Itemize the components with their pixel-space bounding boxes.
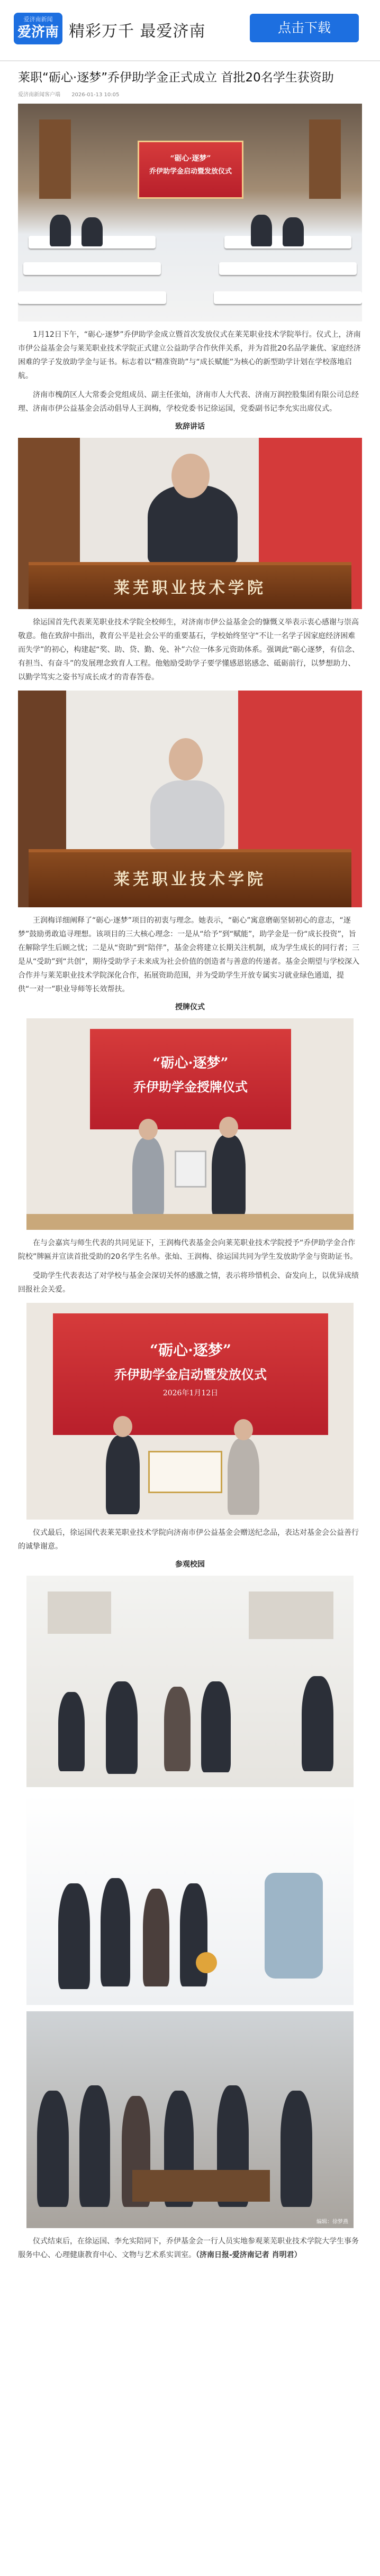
app-logo[interactable] <box>14 13 62 44</box>
person-right <box>212 1135 246 1217</box>
article <box>0 69 380 2262</box>
person-head <box>234 1419 253 1440</box>
chair-row <box>219 262 357 275</box>
lectern-sign: 莱芜职业技术学院 <box>114 579 266 597</box>
person-head <box>219 1117 238 1138</box>
attendee <box>82 217 103 246</box>
photo-campus-visit-3 <box>26 2011 354 2228</box>
chair-row <box>214 291 362 304</box>
visitor <box>79 2085 110 2207</box>
screen-title: “砺心·逐梦” <box>170 154 211 163</box>
article-title: 莱职“砺心·逐梦”乔伊助学金正式成立 首批20名学生获资助 <box>18 71 334 85</box>
screen-date: 2026年1月12日 <box>162 1389 219 1397</box>
reporter-credit: （济南日报-爱济南记者 肖明君） <box>196 2251 302 2259</box>
photo-certificate-handover <box>26 1303 354 1520</box>
paragraph: 在与会嘉宾与师生代表的共同见证下，王润梅代表基金会向莱芜职业技术学院授予“乔伊助学金合作院校”牌匾并宣读首批受助的20名学生名单。张灿、王润梅、徐运国共同为学生发放助学金与资助证书。 <box>18 1239 358 1261</box>
article-meta <box>18 90 362 97</box>
person-head <box>139 1119 158 1140</box>
visitor <box>58 1883 90 1989</box>
attendee <box>50 215 71 246</box>
section-heading: 授牌仪式 <box>175 1003 205 1011</box>
visitor <box>164 1687 191 1771</box>
photo-ceremony-hall <box>18 104 362 321</box>
screen-subtitle: 乔伊助学金授牌仪式 <box>133 1079 248 1094</box>
award-plaque <box>175 1151 206 1188</box>
chair-row <box>18 291 166 304</box>
paragraph: 1月12日下午，“砺心·逐梦”乔伊助学金成立暨首次发放仪式在莱芜职业技术学院举行。仪式上，济南市伊公益基金会与莱芜职业技术学院正式建立公益助学合作伙伴关系，并为首批20名品学兼优、家庭经济困难的学子发放助学金与证书。标志着以“精准资助”与“成长赋能”为核心的新型助学计划在学校落地启航。 <box>18 330 361 380</box>
visitor <box>58 1692 85 1771</box>
section-heading: 致辞讲话 <box>175 422 205 431</box>
certificate <box>148 1451 222 1493</box>
photo-watermark: 编辑：徐梦燕 <box>316 2219 348 2225</box>
app-slogan: 精彩万千 最爱济南 <box>69 22 206 41</box>
section-heading: 参观校园 <box>175 1560 205 1569</box>
photo-speaker-male <box>18 438 362 609</box>
stage-floor <box>26 1214 354 1230</box>
ceremony-screen <box>53 1313 328 1435</box>
paragraph: 徐运国首先代表莱芜职业技术学院全校师生，对济南市伊公益基金会的慷慨义举表示衷心感谢与崇高敬意。他在致辞中指出，教育公平是社会公平的重要基石，学校始终坚守“不让一名学子因家庭经济困难而失学”的初心，构建起“奖、助、贷、勤、免、补”六位一体多元资助体系。强调此“砺心逐梦，有信念、有担当、有奋斗”的发展理念致育人工程。他勉励受助学子要学懂感恩铭感念、砥砺前行，以梦想助力、以勤学笃实之姿书写成长成才的青春答卷。 <box>18 618 360 682</box>
wall-panel-right <box>309 119 341 199</box>
paragraph: 受助学生代表表达了对学校与基金会深切关怀的感激之情，表示将珍惜机会、奋发向上，以优异成绩回报社会关爱。 <box>18 1272 359 1294</box>
logo-subtitle: 爱济南新闻 <box>23 16 53 23</box>
speaker-figure <box>150 780 224 849</box>
article-source: 爱济南新闻客户端 <box>18 92 60 98</box>
person-head <box>113 1416 132 1437</box>
logo-text: 爱济南 <box>17 24 59 40</box>
visitor <box>106 1681 138 1774</box>
massage-chair <box>265 1873 323 1979</box>
wall-panel-left <box>39 119 71 199</box>
person-left <box>132 1137 164 1217</box>
paragraph-final <box>18 2234 362 2262</box>
visitor <box>302 1676 333 1771</box>
chair-row <box>23 262 161 275</box>
wall-display <box>48 1591 111 1634</box>
lectern <box>29 849 351 907</box>
paragraph-text: 仪式结束后，在徐运国、李允实陪同下，乔伊基金会一行人员实地参观莱芜职业技术学院大学生事务服务中心、心理健康教育中心、文物与艺术系实训室。 <box>18 2237 359 2259</box>
photo-campus-visit-2 <box>26 1793 354 2005</box>
lectern-sign: 莱芜职业技术学院 <box>114 870 266 889</box>
screen-title: “砺心·逐梦” <box>150 1341 231 1359</box>
paragraph: 济南市槐荫区人大常委会党组成员、副主任张灿，济南市人大代表、济南万润控股集团有限公司总经理、济南市伊公益基金会活动倡导人王润梅，学校党委书记徐运国，党委副书记李允实出席仪式。 <box>18 391 359 413</box>
photo-speaker-female <box>18 691 362 907</box>
cushion <box>196 1952 217 1973</box>
download-button[interactable]: 点击下载 <box>250 14 359 42</box>
screen-subtitle: 乔伊助学金启动暨发放仪式 <box>149 168 232 176</box>
article-date: 2026-01-13 10:05 <box>71 92 120 98</box>
screen-subtitle: 乔伊助学金启动暨发放仪式 <box>114 1367 267 1382</box>
wall-display <box>249 1591 333 1639</box>
ceremony-screen <box>90 1029 291 1129</box>
person-right <box>228 1438 259 1515</box>
paragraph: 仪式最后，徐运国代表莱芜职业技术学院向济南市伊公益基金会赠送纪念品，表达对基金会公益善行的诚挚谢意。 <box>18 1529 359 1551</box>
visitor <box>37 2091 69 2207</box>
visitor <box>143 1889 169 1986</box>
attendee <box>283 217 304 246</box>
photo-campus-visit-1 <box>26 1576 354 1787</box>
visitor <box>101 1878 130 1986</box>
person-left <box>106 1435 140 1514</box>
stage-screen <box>138 141 243 199</box>
app-download-banner <box>0 0 380 61</box>
attendee <box>251 215 272 246</box>
paragraph: 王润梅详细阐释了“砺心·逐梦”项目的初衷与理念。她表示，“砺心”寓意磨砺坚韧初心的意志，“逐梦”鼓励勇敢追寻理想。该项目的三大核心理念：一是从“给予”到“赋能”，助学金是一份“成长投资”，旨在解除学生后顾之忧；二是从“资助”到“陪伴”，基金会将建立长期关注机制，成为学生成长的同行者；三是从“受助”到“共创”，期待受助学子未来成为社会价值的创造者与善意的传递者。基金会期望与学校深入合作并与莱芜职业技术学院深化合作，拓展资助范围，并为受助学生开放专属实习就业绿色通道，提供“一对一”职业导师等长效帮扶。 <box>18 916 360 993</box>
visitor <box>201 1681 231 1772</box>
screen-title: “砺心·逐梦” <box>152 1055 229 1071</box>
speaker-head <box>171 454 210 498</box>
lectern <box>29 562 351 609</box>
speaker-head <box>169 738 203 780</box>
visitor <box>281 2091 312 2207</box>
display-table <box>132 2170 270 2202</box>
photo-plaque-ceremony <box>26 1018 354 1230</box>
